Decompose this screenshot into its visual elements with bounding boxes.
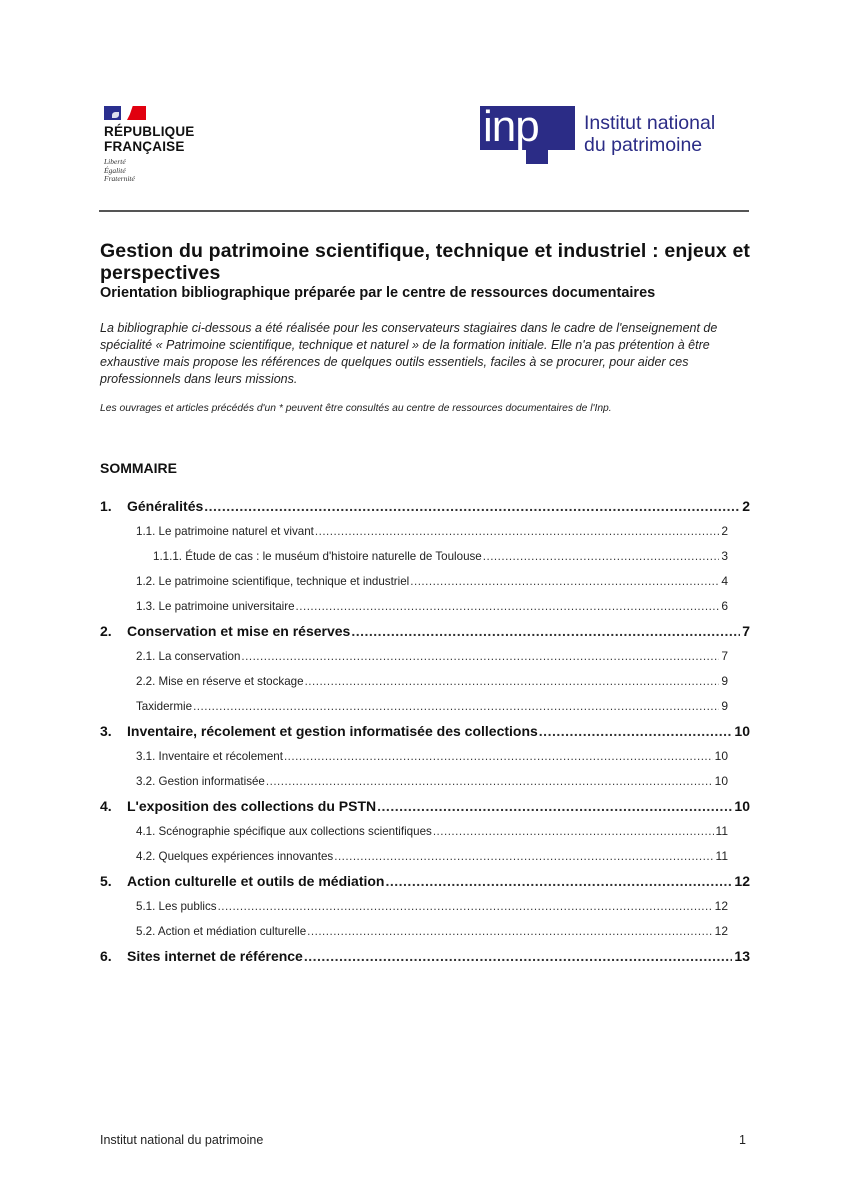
dot-leader (204, 494, 740, 519)
toc-entry-label: 4.2. Quelques expériences innovantes (136, 844, 334, 869)
toc-heading: SOMMAIRE (100, 460, 177, 476)
toc-entry-page: 12 (734, 873, 750, 889)
document-subtitle: Orientation bibliographique préparée par le centre de ressources documentaires (100, 285, 656, 301)
toc-entry-page: 2 (742, 498, 750, 514)
toc-entry-page: 10 (734, 798, 750, 814)
toc-entry-page: 12 (714, 924, 728, 938)
table-of-contents (100, 494, 750, 969)
consultation-note: Les ouvrages et articles précédés d'un * peuvent être consultés au centre de ressources documentaires de l'Inp. (100, 403, 612, 414)
dot-leader (334, 844, 713, 869)
toc-entry-label: Inventaire, récolement et gestion informatisée des collections (127, 723, 538, 739)
toc-entry-page: 4 (721, 574, 728, 588)
dot-leader (296, 594, 720, 619)
toc-entry-label: 2.2. Mise en réserve et stockage (136, 669, 305, 694)
toc-entry-label: Action culturelle et outils de médiation (127, 873, 385, 889)
toc-entry-label: 1.3. Le patrimoine universitaire (136, 594, 296, 619)
dot-leader (433, 819, 714, 844)
dot-leader (539, 719, 733, 744)
toc-entry-page: 6 (721, 599, 728, 613)
toc-entry[interactable] (100, 944, 750, 969)
toc-entry-label: 1.2. Le patrimoine scientifique, technique et industriel (136, 569, 410, 594)
toc-entry-page: 10 (734, 723, 750, 739)
toc-entry-label: Sites internet de référence (127, 948, 303, 964)
toc-entry-number: 2. (100, 623, 112, 639)
toc-entry-page: 2 (721, 524, 728, 538)
inp-name-line1: Institut national (584, 112, 716, 134)
toc-entry-label: 4.1. Scénographie spécifique aux collections scientifiques (136, 819, 433, 844)
toc-entry-number: 5. (100, 873, 112, 889)
toc-entry[interactable] (153, 544, 728, 569)
dot-leader (385, 869, 732, 894)
dot-leader (284, 744, 713, 769)
republique-francaise-logo (104, 104, 224, 184)
marianne-flag-icon (104, 104, 224, 120)
header-divider (99, 210, 749, 212)
toc-entry-label: L'exposition des collections du PSTN (127, 798, 377, 814)
toc-entry[interactable] (136, 669, 728, 694)
toc-entry-number: 1. (100, 498, 112, 514)
toc-entry-label: 2.1. La conservation (136, 644, 241, 669)
dot-leader (241, 644, 719, 669)
toc-entry[interactable] (136, 569, 728, 594)
toc-entry-label: 1.1. Le patrimoine naturel et vivant (136, 519, 315, 544)
toc-entry[interactable] (136, 744, 728, 769)
toc-entry-page: 10 (714, 749, 728, 763)
dot-leader (193, 694, 719, 719)
dot-leader (315, 519, 719, 544)
toc-entry-label: Taxidermie (136, 694, 193, 719)
toc-entry[interactable] (136, 844, 728, 869)
toc-entry-number: 3. (100, 723, 112, 739)
toc-entry-page: 11 (715, 849, 728, 863)
toc-entry-label: Conservation et mise en réserves (127, 623, 351, 639)
inp-name-line2: du patrimoine (584, 134, 703, 156)
toc-entry-page: 3 (721, 549, 728, 563)
toc-entry-number: 4. (100, 798, 112, 814)
toc-entry[interactable] (136, 694, 728, 719)
dot-leader (304, 944, 733, 969)
dot-leader (483, 544, 720, 569)
toc-entry-page: 9 (721, 674, 728, 688)
toc-entry[interactable] (136, 519, 728, 544)
toc-entry-label: 1.1.1. Étude de cas : le muséum d'histoire naturelle de Toulouse (153, 544, 483, 569)
toc-entry-label: Généralités (127, 498, 204, 514)
motto-egalite: Égalité (104, 165, 126, 175)
toc-entry[interactable] (136, 819, 728, 844)
rf-name-line1: RÉPUBLIQUE (104, 124, 195, 139)
toc-entry[interactable] (100, 494, 750, 519)
inp-name (584, 112, 715, 156)
document-title: Gestion du patrimoine scientifique, technique et industriel : enjeux et perspectives (100, 240, 750, 284)
intro-paragraph: La bibliographie ci-dessous a été réalisée pour les conservateurs stagiaires dans le cadre de l'enseignement de spécialité « Patrimoine scientifique, technique et naturel » de la formation initiale. Elle n'a pas prétention à être exhaustive mais propose les références de quelques outils essentiels, faciles à se procurer, pour aider ces professionnels dans leurs missions. (100, 321, 718, 386)
inp-logo (480, 102, 750, 166)
toc-entry-label: 5.1. Les publics (136, 894, 218, 919)
toc-entry[interactable] (100, 719, 750, 744)
dot-leader (266, 769, 713, 794)
toc-entry[interactable] (136, 919, 728, 944)
rf-motto (104, 158, 224, 184)
toc-entry-page: 13 (734, 948, 750, 964)
toc-entry-page: 11 (715, 824, 728, 838)
toc-entry[interactable] (100, 869, 750, 894)
dot-leader (218, 894, 713, 919)
toc-entry-label: 3.2. Gestion informatisée (136, 769, 266, 794)
toc-entry[interactable] (136, 769, 728, 794)
dot-leader (307, 919, 712, 944)
toc-entry-page: 7 (742, 623, 750, 639)
footer-organization: Institut national du patrimoine (100, 1133, 264, 1147)
inp-acronym: inp (483, 102, 539, 151)
toc-entry-page: 9 (721, 699, 728, 713)
dot-leader (305, 669, 720, 694)
motto-fraternite: Fraternité (104, 174, 135, 183)
toc-entry[interactable] (136, 894, 728, 919)
toc-entry-number: 6. (100, 948, 112, 964)
toc-entry[interactable] (136, 644, 728, 669)
toc-entry-page: 10 (714, 774, 728, 788)
toc-entry-page: 12 (714, 899, 728, 913)
toc-entry-label: 3.1. Inventaire et récolement (136, 744, 284, 769)
footer-page-number: 1 (739, 1133, 746, 1147)
toc-entry-label: 5.2. Action et médiation culturelle (136, 919, 307, 944)
toc-entry[interactable] (136, 594, 728, 619)
motto-liberte: Liberté (104, 157, 126, 166)
dot-leader (377, 794, 732, 819)
toc-entry-page: 7 (721, 649, 728, 663)
dot-leader (410, 569, 719, 594)
dot-leader (351, 619, 740, 644)
rf-name-line2: FRANÇAISE (104, 139, 185, 154)
toc-entry[interactable] (100, 794, 750, 819)
toc-entry[interactable] (100, 619, 750, 644)
